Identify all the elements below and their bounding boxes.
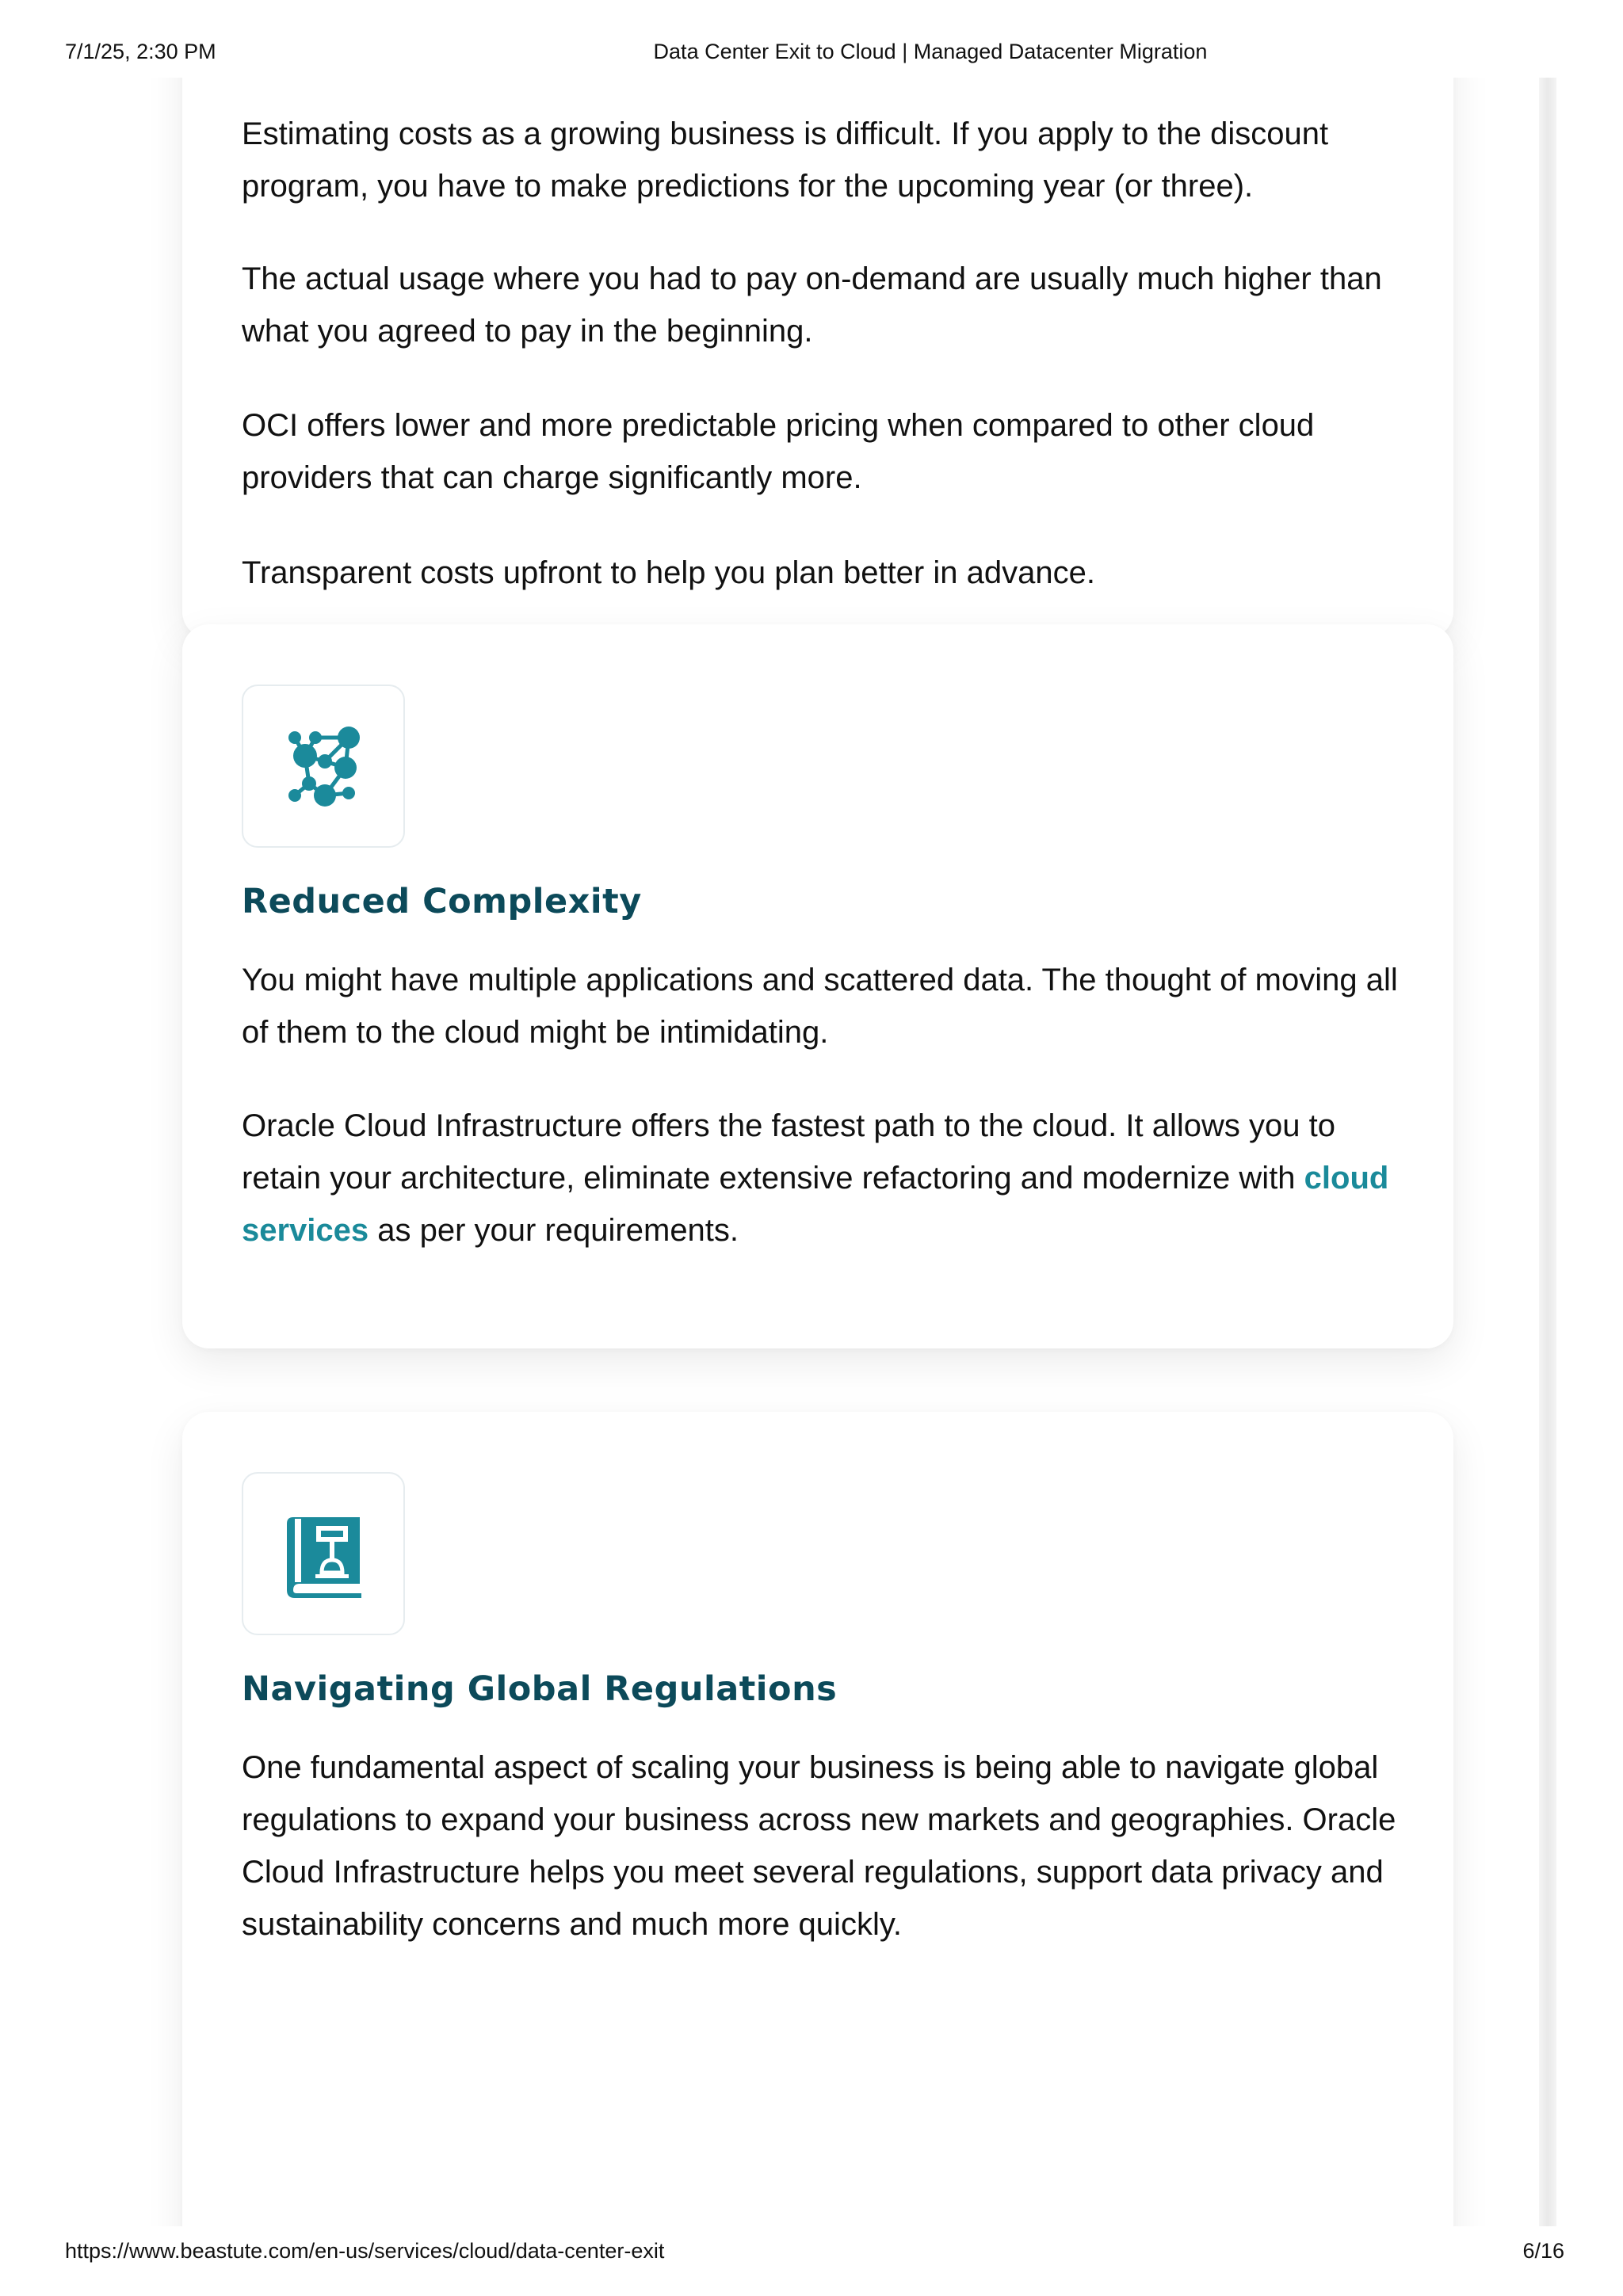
scroll-rail xyxy=(1539,78,1556,2226)
law-book-icon xyxy=(277,1508,372,1603)
global-regulations-title: Navigating Global Regulations xyxy=(242,1669,838,1709)
print-page-title: Data Center Exit to Cloud | Managed Datacenter Migration xyxy=(653,40,1208,63)
network-nodes-icon xyxy=(277,720,372,815)
cost-paragraph-3: OCI offers lower and more predictable pricing when compared to other cloud providers that can charge significantly more. xyxy=(242,408,1315,495)
complexity-paragraph-2-tail: as per your requirements. xyxy=(369,1213,739,1248)
cost-paragraph-1: Estimating costs as a growing business is difficult. If you apply to the discount program, you have to make predictions for the upcoming year (or three). xyxy=(242,116,1329,204)
cost-card xyxy=(182,78,1453,639)
print-url: https://www.beastute.com/en-us/services/cloud/data-center-exit xyxy=(65,2239,665,2263)
regulations-paragraph-1: One fundamental aspect of scaling your business is being able to navigate global regulations to expand your business across new markets and geographies. Oracle Cloud Infrastructure helps you meet several regulations, support data privacy and sustainability concerns and much more quickly. xyxy=(242,1750,1396,1942)
complexity-paragraph-1: You might have multiple applications and scattered data. The thought of moving all of them to the cloud might be intimidating. xyxy=(242,963,1398,1050)
cost-paragraph-4: Transparent costs upfront to help you plan better in advance. xyxy=(242,555,1095,590)
page-viewport xyxy=(0,78,1623,2226)
complexity-paragraph-2-text: Oracle Cloud Infrastructure offers the fastest path to the cloud. It allows you to retain your architecture, eliminate extensive refactoring and modernize with xyxy=(242,1108,1335,1196)
regulations-icon-box xyxy=(242,1472,405,1635)
global-regulations-card xyxy=(182,1412,1453,2226)
print-page-number: 6/16 xyxy=(1522,2239,1564,2263)
complexity-icon-box xyxy=(242,685,405,848)
reduced-complexity-title: Reduced Complexity xyxy=(242,882,642,921)
print-datetime: 7/1/25, 2:30 PM xyxy=(65,40,216,63)
print-header xyxy=(0,40,1623,71)
cloud-services-link[interactable]: cloud services xyxy=(242,1161,1389,1248)
cost-paragraph-2: The actual usage where you had to pay on-demand are usually much higher than what you agreed to pay in the beginning. xyxy=(242,261,1382,349)
complexity-paragraph-2 xyxy=(242,1100,1399,1257)
print-footer xyxy=(0,2239,1623,2271)
reduced-complexity-card xyxy=(182,624,1453,1348)
